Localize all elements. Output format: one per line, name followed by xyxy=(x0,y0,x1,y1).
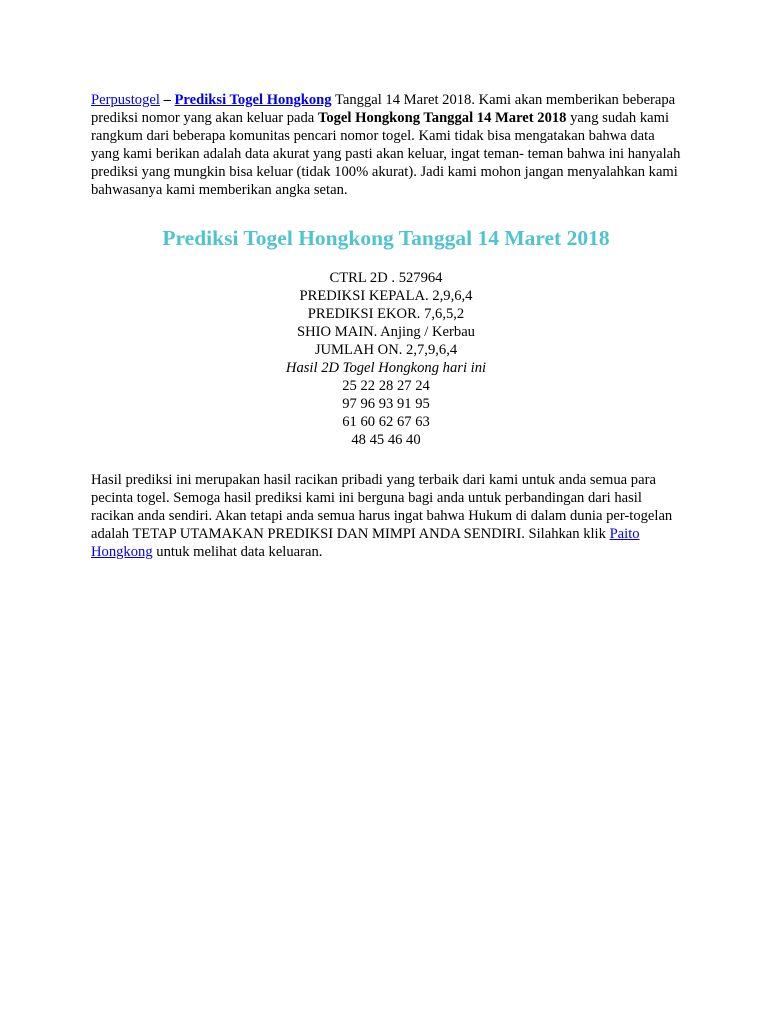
shio-line: SHIO MAIN. Anjing / Kerbau xyxy=(297,324,475,340)
ctrl-line: CTRL 2D . 527964 xyxy=(329,270,443,286)
jumlah-line: JUMLAH ON. 2,7,9,6,4 xyxy=(314,342,458,358)
numbers-row: 48 45 46 40 xyxy=(351,432,421,448)
outro-text-1: Hasil prediksi ini merupakan hasil racikan pribadi yang terbaik dari kami untuk anda semua para pecinta togel. Semoga hasil prediksi kami ini berguna bagi anda untuk perbandingan dari hasil racikan anda sendiri. Akan tetapi anda semua harus ingat bahwa Hukum di dalam dunia per-togelan adalah TETAP UTAMAKAN PREDIKSI DAN MIMPI ANDA SENDIRI. Silahkan klik xyxy=(91,472,673,542)
paito-hongkong-link[interactable]: Paito Hongkong xyxy=(91,526,640,560)
prediksi-togel-hongkong-link[interactable]: Prediksi Togel Hongkong xyxy=(174,92,332,108)
intro-text-1: Tanggal 14 Maret 2018. Kami akan memberikan beberapa prediksi nomor yang akan keluar pada xyxy=(91,92,676,126)
intro-text-2: yang sudah kami rangkum dari beberapa komunitas pencari nomor togel. Kami tidak bisa mengatakan bahwa data yang kami berikan adalah data akurat yang pasti akan keluar, ingat teman- teman bahwa ini hanyalah prediksi yang mungkin bisa keluar (tidak 100% akurat). Jadi kami mohon jangan menyalahkan kami bahwasanya kami memberikan angka setan. xyxy=(91,110,681,198)
outro-paragraph xyxy=(91,471,681,561)
intro-bold-text: Togel Hongkong Tanggal 14 Maret 2018 xyxy=(317,110,567,126)
numbers-row: 97 96 93 91 95 xyxy=(342,396,430,412)
hasil-label: Hasil 2D Togel Hongkong hari ini xyxy=(285,360,487,376)
ekor-line: PREDIKSI EKOR. 7,6,5,2 xyxy=(307,306,465,322)
numbers-row: 61 60 62 67 63 xyxy=(342,414,430,430)
dash-separator: – xyxy=(159,92,175,108)
kepala-line: PREDIKSI KEPALA. 2,9,6,4 xyxy=(299,288,473,304)
prediction-heading: Prediksi Togel Hongkong Tanggal 14 Maret 2018 xyxy=(162,226,610,250)
perpustogel-link[interactable]: Perpustogel xyxy=(91,92,160,108)
prediction-block xyxy=(91,269,681,449)
numbers-row: 25 22 28 27 24 xyxy=(342,378,430,394)
outro-text-2: untuk melihat data keluaran. xyxy=(152,544,323,560)
document-page xyxy=(91,91,681,561)
intro-paragraph xyxy=(91,91,681,199)
